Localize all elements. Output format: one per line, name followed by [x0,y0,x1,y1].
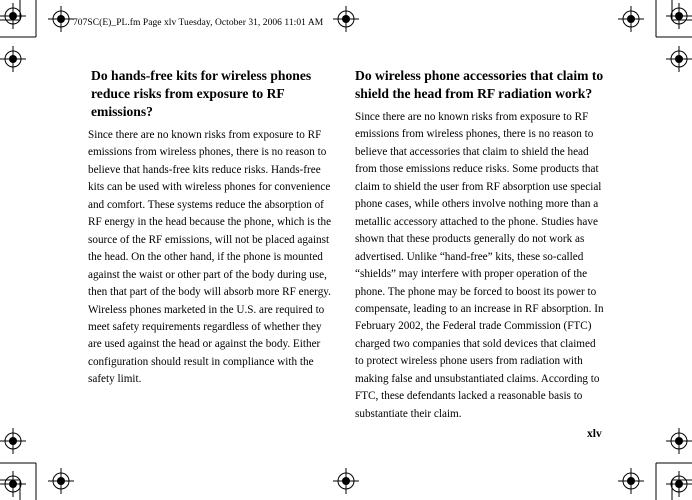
registration-target-icon [48,468,74,494]
left-section-heading: Do hands-free kits for wireless phones reduce risks from exposure to RF emissions? [91,68,312,119]
registration-target-icon [618,6,644,32]
right-column [355,67,605,423]
registration-target-icon [666,471,692,497]
registration-target-icon [0,46,26,72]
registration-target-icon [618,468,644,494]
right-section-body: Since there are no known risks from exposure to RF emissions from wireless phones, there is no reason to believe that accessories that claim to shield the head from those emissions reduce risks. Some products that claim to shield the user from RF absorption use special phone cases, while others involve nothing more than a metallic accessory attached to the phone. Studies have shown that these products generally do not work as advertised. Unlike “hand-free” kits, these so-called “shields” may interfere with proper operation of the phone. The phone may be forced to boost its power to compensate, leading to an increase in RF absorption. In February 2002, the Federal trade Commission (FTC) charged two companies that sold devices that claimed to protect wireless phone users from radiation with making false and unsubstantiated claims. According to FTC, these defendants lacked a reasonable basis to substantiate their claim. [355,111,604,420]
registration-target-icon [666,428,692,454]
registration-target-icon [666,46,692,72]
registration-target-icon [48,6,74,32]
registration-target-icon [0,3,26,29]
registration-target-icon [0,471,26,497]
registration-target-icon [333,468,359,494]
registration-target-icon [0,428,26,454]
file-header: 707SC(E)_PL.fm Page xlv Tuesday, October 31, 2006 11:01 AM [73,18,324,28]
left-section-body: Since there are no known risks from exposure to RF emissions from wireless phones, there is no reason to believe that hands-free kits reduce risks. Hands-free kits can be used with wireless phones for convenience and comfort. These systems reduce the absorption of RF energy in the head because the phone, which is the source of the RF emissions, will not be placed against the head. On the other hand, if the phone is mounted against the waist or other part of the body during use, then that part of the body will absorb more RF energy. Wireless phones marketed in the U.S. are required to meet safety requirements regardless of whether they are used against the head or against the body. Either configuration should result in compliance with the safety limit. [88,129,332,386]
left-column [88,67,338,389]
page-number: xlv [587,428,602,440]
registration-target-icon [666,3,692,29]
registration-target-icon [333,6,359,32]
right-section-heading: Do wireless phone accessories that claim to shield the head from RF radiation work? [355,68,604,101]
